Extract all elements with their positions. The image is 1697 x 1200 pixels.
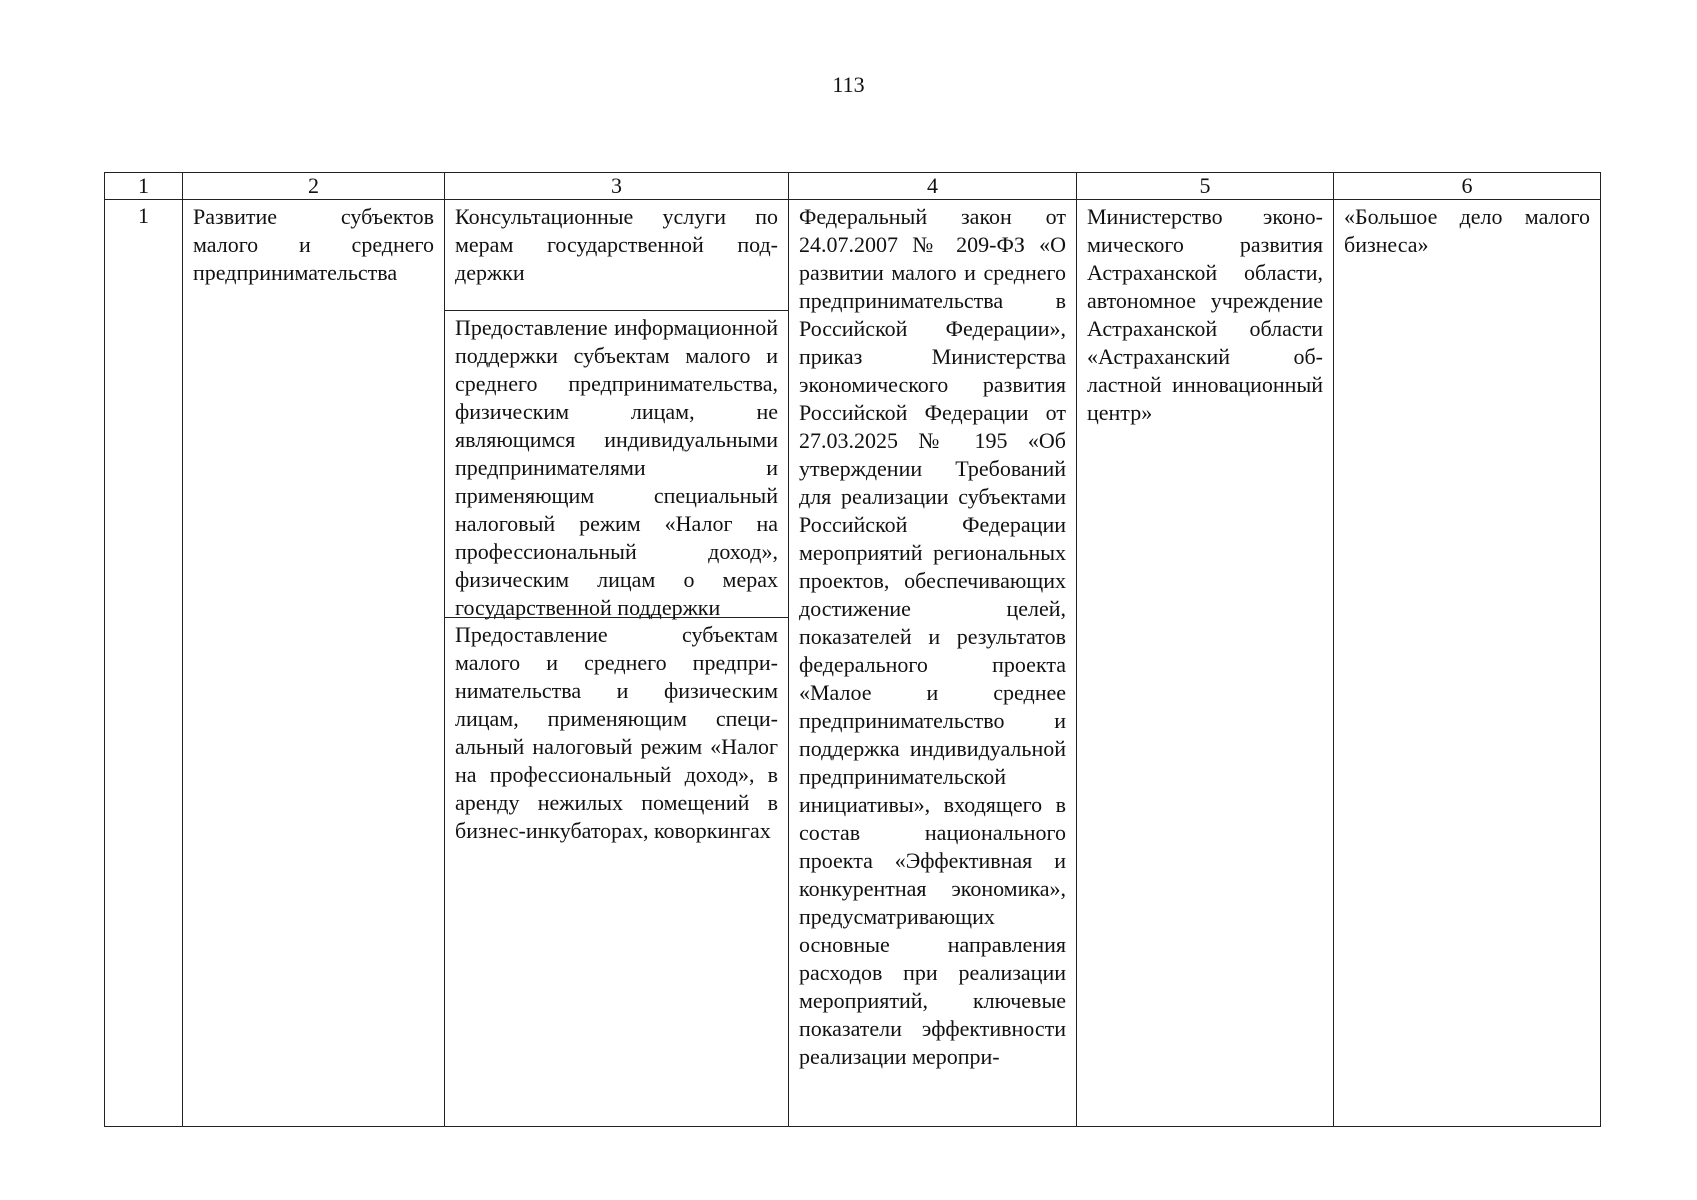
service-consulting: Консультационные услуги по мерам государственной поддержки — [455, 204, 778, 285]
header-cell-3: 3 — [445, 173, 789, 200]
legal-basis-cell — [789, 200, 1077, 1127]
header-cell-2: 2 — [183, 173, 445, 200]
service-premises: Предоставление субъектам малого и среднего предпринимательства и физическим лицам, применяющим специальный налоговый режим «Налог на профессиональный доход», в аренду нежилых помещений в бизнес-инкубаторах, коворкингах — [455, 622, 778, 843]
program-cell — [1334, 200, 1601, 1127]
provider-cell — [1077, 200, 1334, 1127]
services-table — [104, 172, 1601, 1127]
header-cell-1: 1 — [105, 173, 183, 200]
header-cell-4: 4 — [789, 173, 1077, 200]
header-cell-6: 6 — [1334, 173, 1601, 200]
area-text: Развитие субъектов малого и среднего предпринимательства — [193, 204, 434, 285]
page-number: 113 — [832, 72, 865, 97]
provider-text: Министерство экономического развития Астраханской области, автономное учреждение Астраханской области «Астраханский областной инновационный центр» — [1087, 204, 1323, 425]
legal-basis-text: Федеральный закон от 24.07.2007 № 209-ФЗ «О развитии малого и среднего предпринимательства в Российской Федерации», приказ Министерства экономического развития Российской Федерации от 27.03.2025 № 195 «Об утверждении Требований для реализации субъектами Российской Федерации мероприятий региональных проектов, обеспечивающих достижение целей, показателей и результатов федерального проекта «Малое и среднее предпринимательство и поддержка индивидуальной предпринимательской инициативы», входящего в состав национального проекта «Эффективная и конкурентная экономика», предусматривающих основные направления расходов при реализации мероприятий, ключевые показатели эффективности реализации меропри- — [799, 204, 1066, 1069]
services-cell — [445, 200, 789, 1127]
header-cell-5: 5 — [1077, 173, 1334, 200]
service-information: Предоставление информационной поддержки субъектам малого и среднего предпринимательства, физическим лицам, не являющимся индивидуальными предпринимателями и применяющим специальный налоговый режим «Налог на профессиональный доход», физическим лицам о мерах государственной поддержки — [455, 315, 778, 620]
program-text: «Большое дело малого бизнеса» — [1344, 204, 1590, 257]
row-number: 1 — [105, 200, 183, 1127]
table-row — [105, 200, 1601, 1127]
header-row — [105, 173, 1601, 200]
area-cell — [183, 200, 445, 1127]
